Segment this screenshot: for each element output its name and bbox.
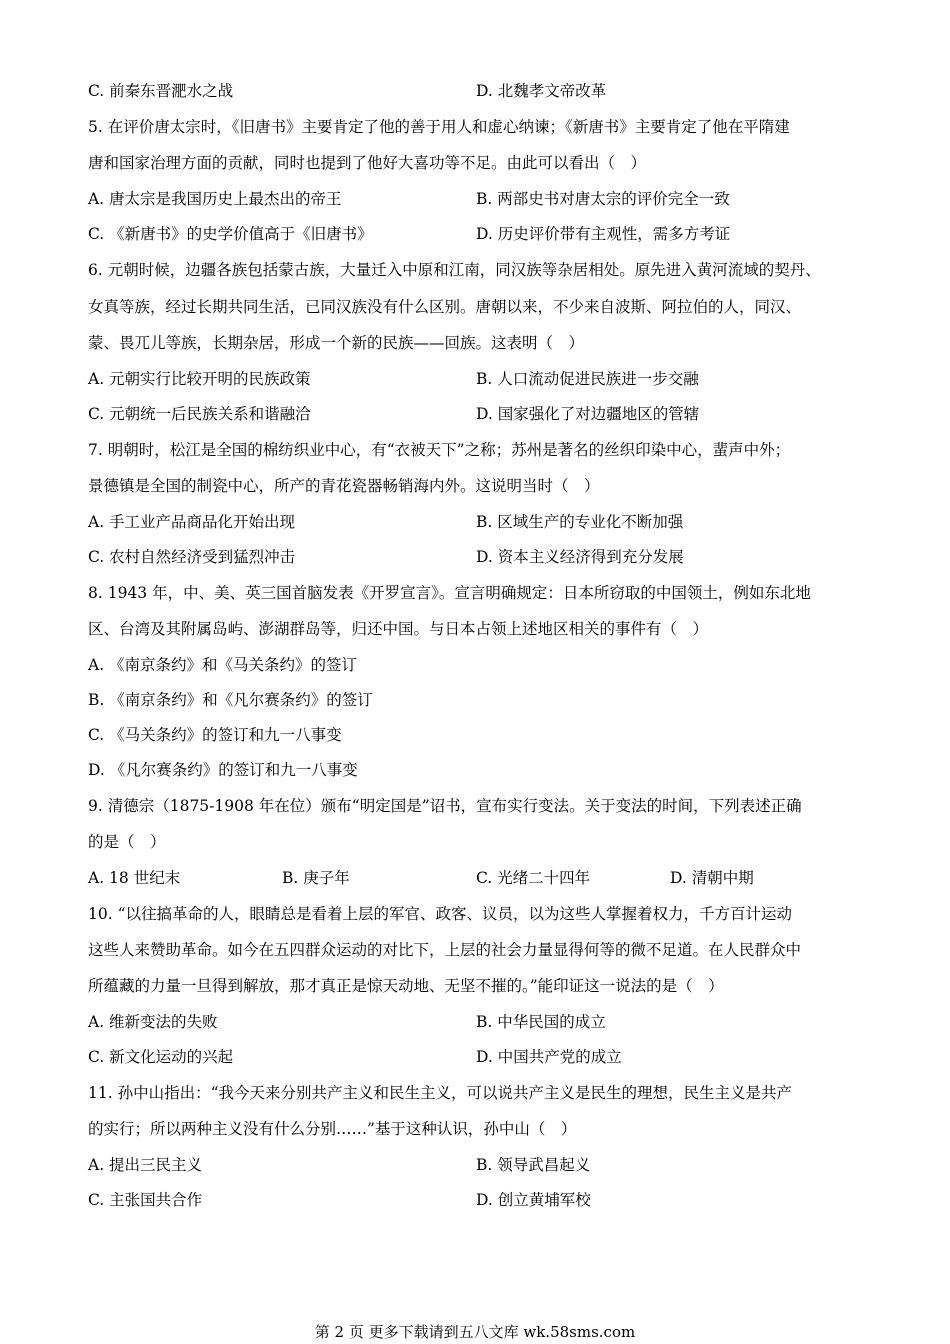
question-text: 的实行；所以两种主义没有什么分别……”基于这种认识，孙中山（ ）	[88, 1120, 577, 1138]
question-text: 10. “以往搞革命的人，眼睛总是看着上层的军官、政客、议员，以为这些人掌握着权力，千方百计运动	[88, 905, 793, 923]
option-b: B. 领导武昌起义	[476, 1156, 591, 1174]
question-text: 区、台湾及其附属岛屿、澎湖群岛等，归还中国。与日本占领上述地区相关的事件有（ ）	[88, 620, 709, 638]
option-a: A. 元朝实行比较开明的民族政策	[88, 370, 311, 388]
option-c: C. 元朝统一后民族关系和谐融洽	[88, 405, 311, 423]
question-text: 7. 明朝时，松江是全国的棉纺织业中心，有“衣被天下”之称；苏州是著名的丝织印染中心，蜚声中外；	[88, 441, 791, 459]
option-c: C. 主张国共合作	[88, 1191, 203, 1209]
question-text: 景德镇是全国的制瓷中心，所产的青花瓷器畅销海内外。这说明当时（ ）	[88, 477, 600, 495]
option-a: A. 手工业产品商品化开始出现	[88, 513, 296, 531]
option-b: B. 两部史书对唐太宗的评价完全一致	[476, 190, 730, 208]
question-text: 女真等族，经过长期共同生活，已同汉族没有什么区别。唐朝以来，不少来自波斯、阿拉伯的人，同汉、	[88, 298, 802, 316]
option-a: A. 《南京条约》和《马关条约》的签订	[88, 656, 358, 674]
question-text: 唐和国家治理方面的贡献，同时也提到了他好大喜功等不足。由此可以看出（ ）	[88, 154, 647, 172]
option-c: C. 光绪二十四年	[476, 869, 591, 887]
option-d: D. 国家强化了对边疆地区的管辖	[476, 405, 700, 423]
question-text: 所蕴藏的力量一旦得到解放，那才真正是惊天动地、无坚不摧的。”能印证这一说法的是（ ）	[88, 977, 724, 995]
option-a: A. 提出三民主义	[88, 1156, 203, 1174]
question-text: 这些人来赞助革命。如今在五四群众运动的对比下，上层的社会力量显得何等的微不足道。在人民群众中	[88, 941, 802, 959]
option-b: B. 中华民国的成立	[476, 1013, 606, 1031]
question-text: 的是（ ）	[88, 833, 166, 851]
question-text: 11. 孙中山指出：“我今天来分别共产主义和民生主义，可以说共产主义是民生的理想，民生主义是共产	[88, 1084, 793, 1102]
option-d: D. 北魏孝文帝改革	[476, 82, 607, 100]
option-c: C. 前秦东晋淝水之战	[88, 82, 234, 100]
option-d: D. 创立黄埔军校	[476, 1191, 591, 1209]
option-c: C. 农村自然经济受到猛烈冲击	[88, 548, 296, 566]
option-c: C. 《马关条约》的签订和九一八事变	[88, 726, 342, 744]
option-d: D. 历史评价带有主观性，需多方考证	[476, 225, 731, 243]
option-a: A. 维新变法的失败	[88, 1013, 218, 1031]
option-d: D. 中国共产党的成立	[476, 1048, 622, 1066]
option-a: A. 唐太宗是我国历史上最杰出的帝王	[88, 190, 342, 208]
option-c: C. 新文化运动的兴起	[88, 1048, 234, 1066]
option-d: D. 资本主义经济得到充分发展	[476, 548, 684, 566]
question-text: 9. 清德宗（1875-1908 年在位）颁布“明定国是”诏书，宣布实行变法。关于变法的时间，下列表述正确	[88, 797, 802, 815]
option-d: D. 《凡尔赛条约》的签订和九一八事变	[88, 761, 358, 779]
option-b: B. 人口流动促进民族进一步交融	[476, 370, 699, 388]
option-d: D. 清朝中期	[670, 869, 754, 887]
option-b: B. 庚子年	[282, 869, 350, 887]
question-text: 蒙、畏兀儿等族，长期杂居，形成一个新的民族——回族。这表明（ ）	[88, 334, 585, 352]
option-b: B. 区域生产的专业化不断加强	[476, 513, 684, 531]
option-a: A. 18 世纪末	[88, 869, 181, 887]
page-footer: 第 2 页 更多下载请到五八文库 wk.58sms.com	[314, 1323, 636, 1341]
question-text: 8. 1943 年，中、美、英三国首脑发表《开罗宣言》。宣言明确规定：日本所窃取的中国领土，例如东北地	[88, 584, 811, 602]
question-text: 5. 在评价唐太宗时，《旧唐书》主要肯定了他的善于用人和虚心纳谏；《新唐书》主要肯定了他在平隋建	[88, 118, 790, 136]
option-c: C. 《新唐书》的史学价值高于《旧唐书》	[88, 225, 373, 243]
question-text: 6. 元朝时候，边疆各族包括蒙古族，大量迁入中原和江南，同汉族等杂居相处。原先进入黄河流域的契丹、	[88, 261, 821, 279]
option-b: B. 《南京条约》和《凡尔赛条约》的签订	[88, 691, 373, 709]
